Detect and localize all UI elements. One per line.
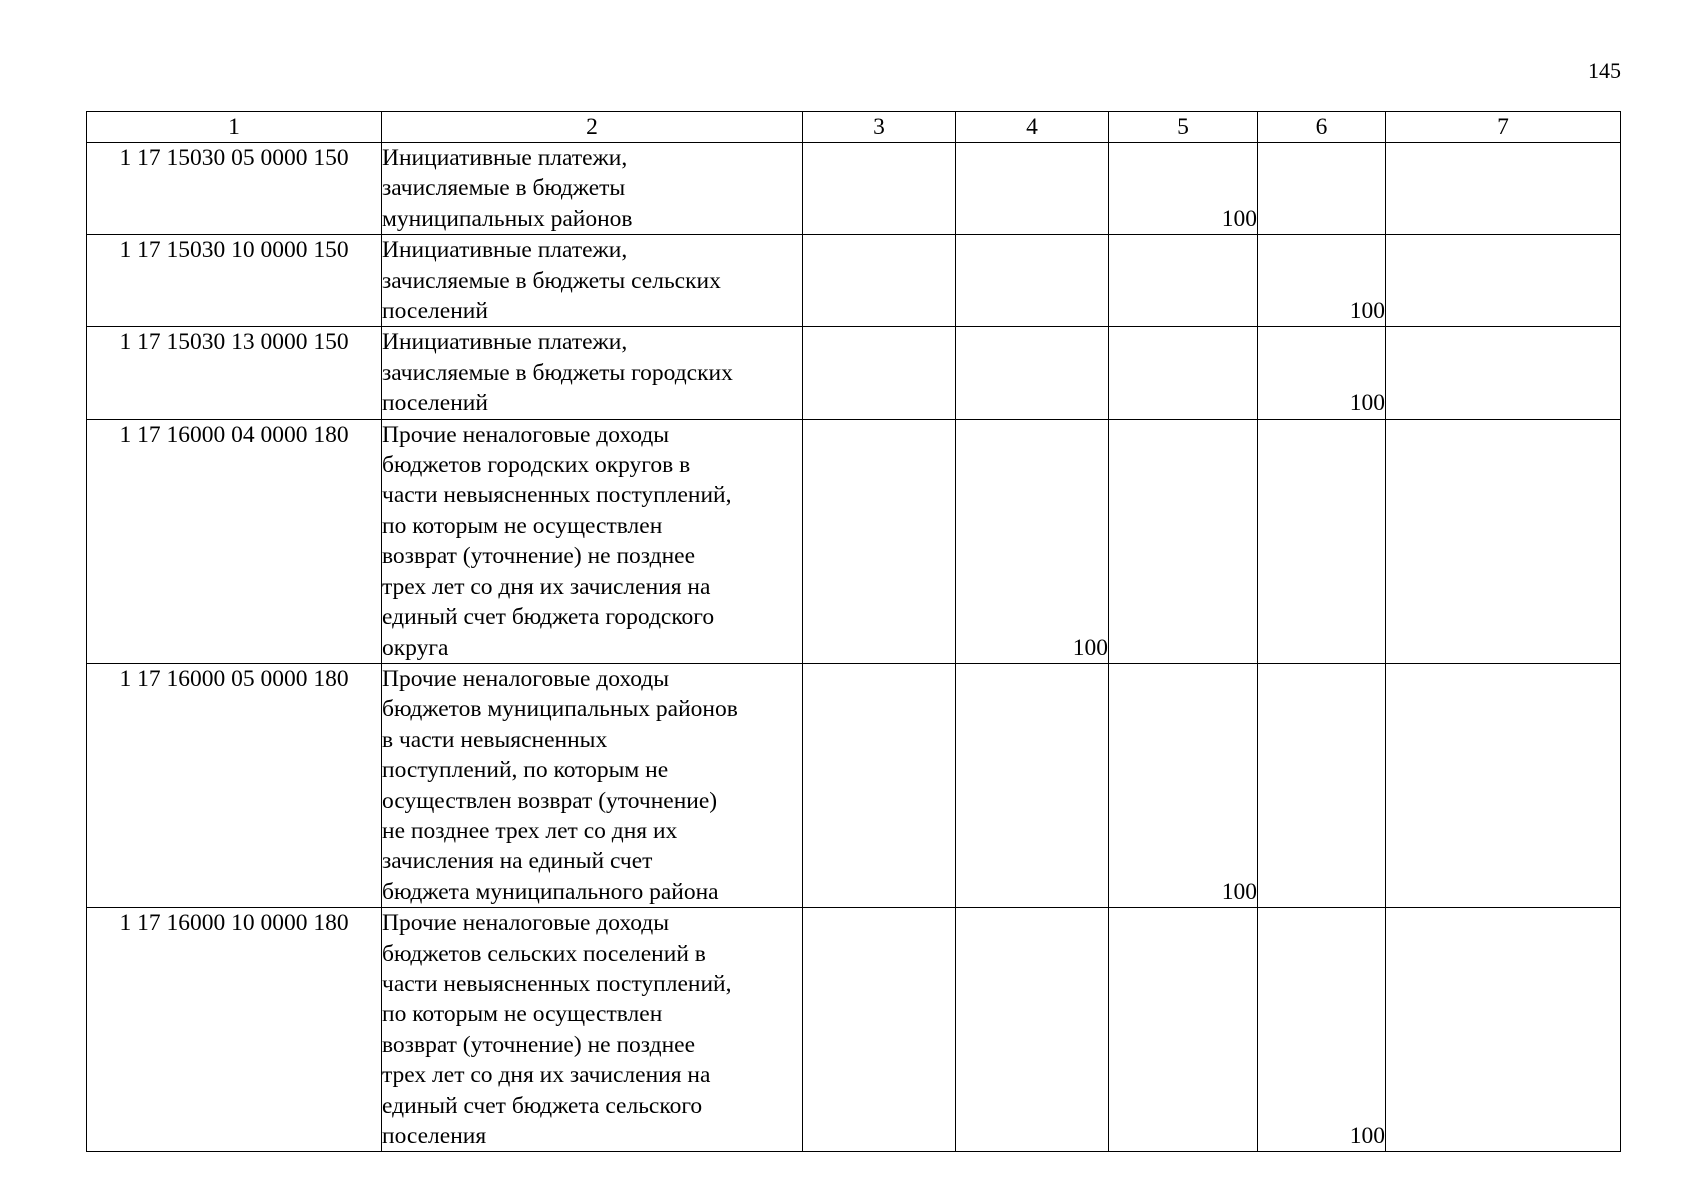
revenue-code-cell: 1 17 16000 10 0000 180 <box>87 908 382 1152</box>
column-header-4: 4 <box>956 112 1109 143</box>
revenue-name-line: по которым не осуществлен <box>382 512 663 539</box>
revenue-code-cell: 1 17 15030 05 0000 150 <box>87 143 382 235</box>
revenue-name-line: единый счет бюджета сельского <box>382 1092 703 1119</box>
percent-cell-col-4 <box>956 908 1109 1152</box>
column-number-row <box>87 112 1621 143</box>
percent-cell-col-4 <box>956 663 1109 907</box>
revenue-code-cell: 1 17 16000 05 0000 180 <box>87 663 382 907</box>
column-header-5: 5 <box>1109 112 1258 143</box>
table-body <box>87 143 1621 1152</box>
percent-cell-col-7 <box>1386 419 1621 663</box>
revenue-name-line: бюджетов сельских поселений в <box>382 940 706 967</box>
percent-cell-col-4 <box>956 327 1109 419</box>
revenue-name-line: зачисляемые в бюджеты <box>382 175 626 202</box>
percent-cell-col-5 <box>1109 908 1258 1152</box>
revenue-name-line: округа <box>382 634 449 661</box>
percent-cell-col-7 <box>1386 663 1621 907</box>
revenue-name-line: не позднее трех лет со дня их <box>382 817 678 844</box>
table-row <box>87 663 1621 907</box>
revenue-name-line: в части невыясненных <box>382 726 608 753</box>
revenue-name-cell <box>382 235 803 327</box>
table-row <box>87 235 1621 327</box>
revenue-name-line: по которым не осуществлен <box>382 1001 663 1028</box>
revenue-name-line: возврат (уточнение) не позднее <box>382 543 696 570</box>
percent-cell-col-6: 100 <box>1258 235 1386 327</box>
revenue-name-line: бюджетов муниципальных районов <box>382 696 738 723</box>
revenue-name-line: поселений <box>382 390 488 417</box>
percent-cell-col-4: 100 <box>956 419 1109 663</box>
percent-cell-col-5 <box>1109 235 1258 327</box>
table-row <box>87 908 1621 1152</box>
percent-cell-col-7 <box>1386 143 1621 235</box>
revenue-name-line: поступлений, по которым не <box>382 757 669 784</box>
revenue-name-line: Инициативные платежи, <box>382 329 628 356</box>
column-header-2: 2 <box>382 112 803 143</box>
revenue-name-cell <box>382 327 803 419</box>
page-number: 145 <box>1588 58 1621 83</box>
percent-cell-col-3 <box>803 908 956 1152</box>
revenue-name-line: Прочие неналоговые доходы <box>382 665 670 692</box>
revenue-name-cell <box>382 908 803 1152</box>
revenue-code-cell: 1 17 16000 04 0000 180 <box>87 419 382 663</box>
revenue-name-line: зачисляемые в бюджеты сельских <box>382 267 721 294</box>
percent-cell-col-7 <box>1386 235 1621 327</box>
revenue-name-line: части невыясненных поступлений, <box>382 482 732 509</box>
column-header-3: 3 <box>803 112 956 143</box>
column-header-1: 1 <box>87 112 382 143</box>
percent-cell-col-4 <box>956 143 1109 235</box>
percent-cell-col-5: 100 <box>1109 663 1258 907</box>
percent-cell-col-5 <box>1109 327 1258 419</box>
percent-cell-col-6: 100 <box>1258 327 1386 419</box>
percent-cell-col-6 <box>1258 663 1386 907</box>
percent-cell-col-3 <box>803 419 956 663</box>
percent-cell-col-5: 100 <box>1109 143 1258 235</box>
revenue-code-cell: 1 17 15030 13 0000 150 <box>87 327 382 419</box>
percent-cell-col-6: 100 <box>1258 908 1386 1152</box>
percent-cell-col-7 <box>1386 908 1621 1152</box>
percent-cell-col-3 <box>803 235 956 327</box>
revenue-code-cell: 1 17 15030 10 0000 150 <box>87 235 382 327</box>
column-header-6: 6 <box>1258 112 1386 143</box>
revenue-name-line: трех лет со дня их зачисления на <box>382 573 711 600</box>
revenue-name-line: единый счет бюджета городского <box>382 604 715 631</box>
column-header-7: 7 <box>1386 112 1621 143</box>
revenue-name-line: Инициативные платежи, <box>382 237 628 264</box>
table-row <box>87 143 1621 235</box>
percent-cell-col-3 <box>803 327 956 419</box>
percent-cell-col-6 <box>1258 419 1386 663</box>
revenue-name-line: бюджетов городских округов в <box>382 452 691 479</box>
percent-cell-col-3 <box>803 663 956 907</box>
budget-revenue-table <box>86 111 1621 1152</box>
table-row <box>87 419 1621 663</box>
revenue-name-line: зачисления на единый счет <box>382 848 653 875</box>
revenue-name-line: поселений <box>382 298 488 325</box>
revenue-name-line: бюджета муниципального района <box>382 878 719 905</box>
revenue-name-cell <box>382 663 803 907</box>
percent-cell-col-6 <box>1258 143 1386 235</box>
percent-cell-col-4 <box>956 235 1109 327</box>
percent-cell-col-3 <box>803 143 956 235</box>
revenue-name-line: Прочие неналоговые доходы <box>382 910 670 937</box>
revenue-name-line: муниципальных районов <box>382 205 633 232</box>
revenue-name-cell <box>382 419 803 663</box>
table-row <box>87 327 1621 419</box>
revenue-name-line: зачисляемые в бюджеты городских <box>382 359 733 386</box>
revenue-name-line: части невыясненных поступлений, <box>382 970 732 997</box>
percent-cell-col-5 <box>1109 419 1258 663</box>
percent-cell-col-7 <box>1386 327 1621 419</box>
revenue-name-line: поселения <box>382 1123 487 1149</box>
revenue-name-line: трех лет со дня их зачисления на <box>382 1062 711 1089</box>
revenue-name-line: Инициативные платежи, <box>382 145 628 171</box>
revenue-name-line: осуществлен возврат (уточнение) <box>382 787 718 814</box>
revenue-name-line: возврат (уточнение) не позднее <box>382 1031 696 1058</box>
revenue-name-cell <box>382 143 803 235</box>
revenue-name-line: Прочие неналоговые доходы <box>382 421 670 448</box>
table-header <box>87 112 1621 143</box>
